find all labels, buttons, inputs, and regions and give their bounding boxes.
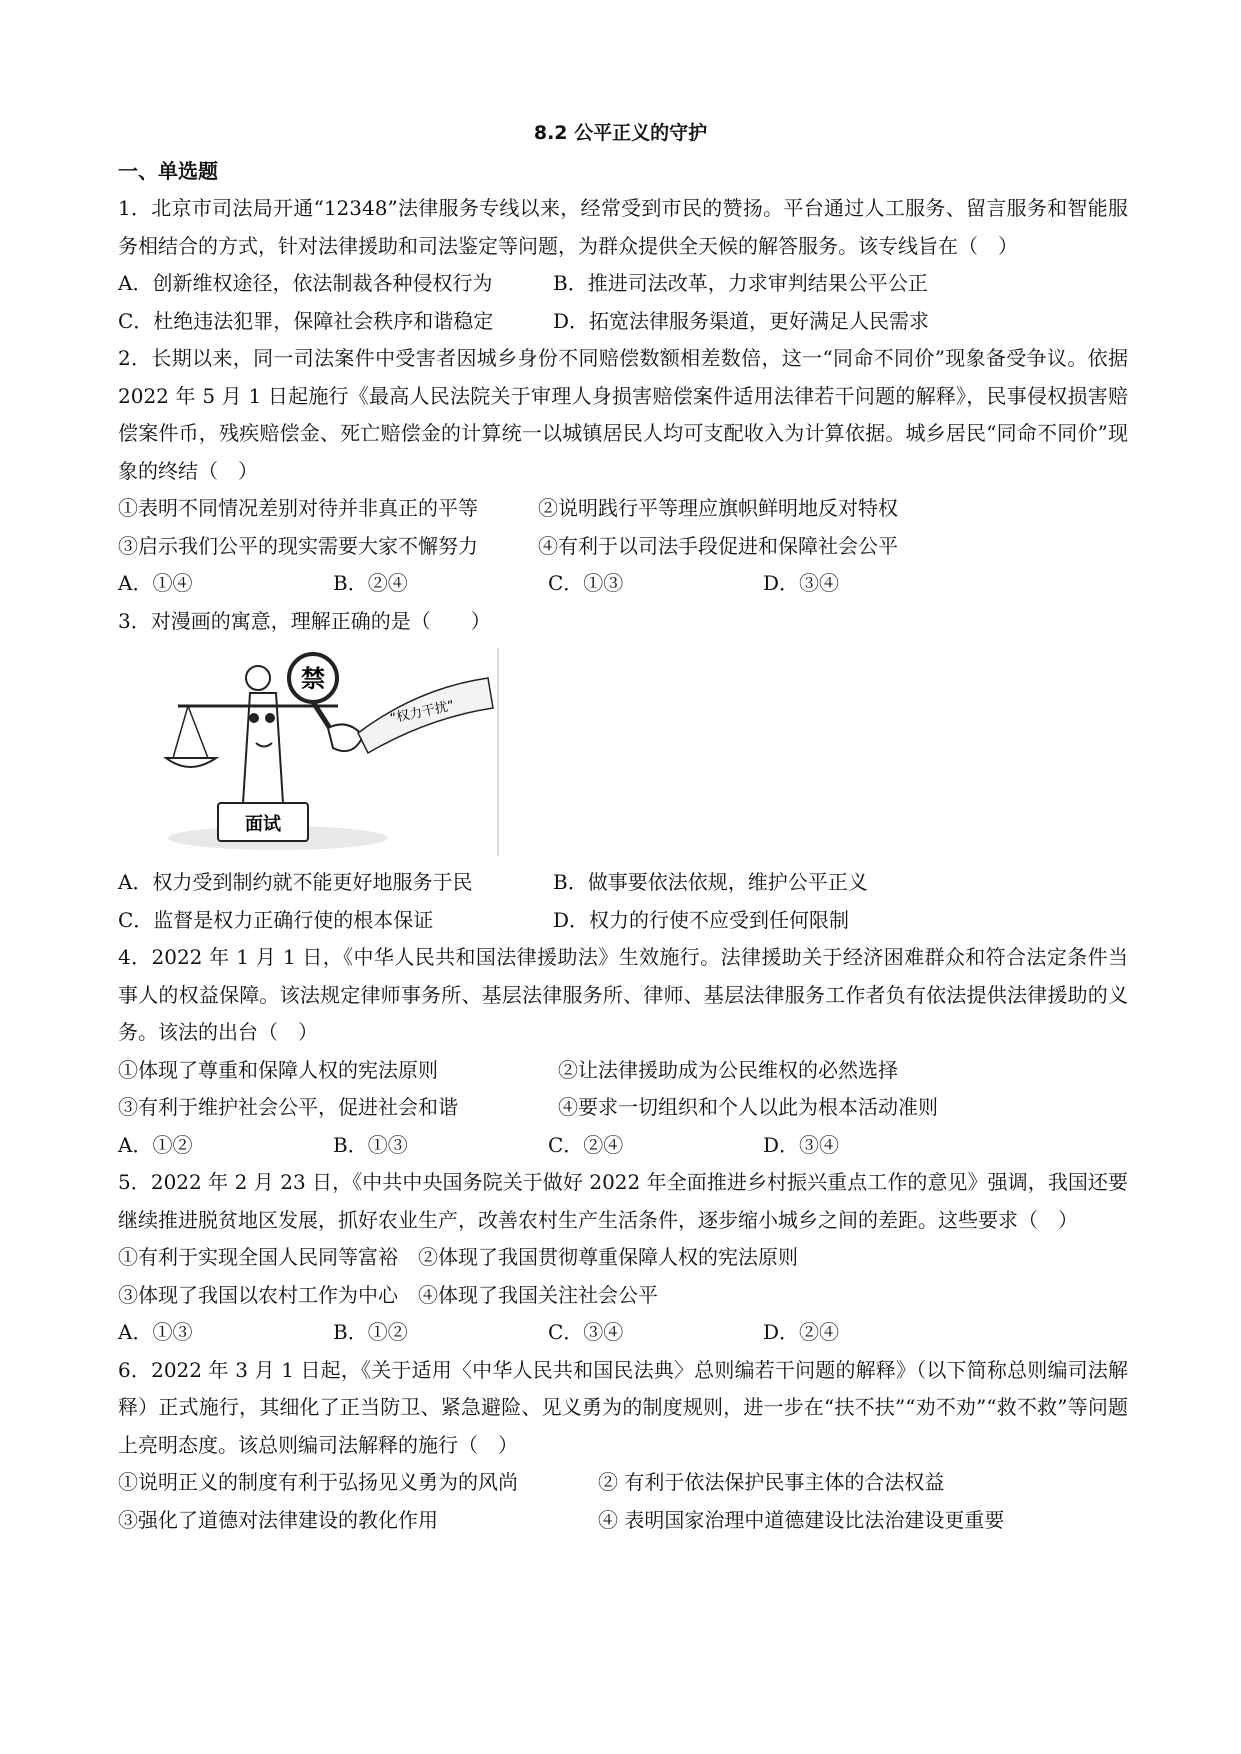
question-1-stem: 1．北京市司法局开通“12348”法律服务专线以来，经常受到市民的赞扬。平台通过人工服务、留言服务和智能服务相结合的方式，针对法律援助和司法鉴定等问题，为群众提供全天候的解答服务。该专线旨在（ ） [118, 196, 1128, 258]
question-3-cartoon [158, 648, 518, 858]
question-2-option-a: A．①④ [118, 571, 193, 595]
question-6-statement-2: ② 有利于依法保护民事主体的合法权益 [598, 1470, 945, 1494]
question-3-option-b: B．做事要依法依规，维护公平正义 [553, 870, 868, 894]
question-4-option-c: C．②④ [548, 1132, 624, 1157]
question-4-options [118, 1127, 1128, 1165]
question-1-options-row-1 [118, 265, 1128, 303]
question-4-statements-row-1 [118, 1052, 1128, 1090]
question-4-option-b: B．①③ [333, 1132, 408, 1157]
question-3-options-row-2 [118, 902, 1128, 940]
question-4-stem: 4．2022 年 1 月 1 日，《中华人民共和国法律援助法》生效施行。法律援助关于经济困难群众和符合法定条件当事人的权益保障。该法规定律师事务所、基层法律服务所、律师、基层法律服务工作者负有依法提供法律援助的义务。该法的出台（ ） [118, 945, 1128, 1044]
question-4-option-a: A．①② [118, 1132, 193, 1157]
question-6-statement-1: ①说明正义的制度有利于弘扬见义勇为的风尚 [118, 1470, 518, 1494]
question-3-stem: 3．对漫画的寓意，理解正确的是（ ） [118, 608, 491, 633]
question-5-statements-row-1: ①有利于实现全国人民同等富裕 ②体现了我国贯彻尊重保障人权的宪法原则 [118, 1245, 798, 1269]
question-2-statements-row-2 [118, 528, 1128, 566]
question-2-options [118, 565, 1128, 603]
question-list [118, 190, 1128, 1539]
question-4-statement-1: ①体现了尊重和保障人权的宪法原则 [118, 1057, 438, 1082]
question-5-options [118, 1314, 1128, 1352]
question-2-statements-row-1 [118, 490, 1128, 528]
question-5-option-b: B．①② [333, 1320, 408, 1344]
question-4-statement-4: ④要求一切组织和个人以此为根本活动准则 [558, 1095, 938, 1119]
question-2-option-d: D．③④ [763, 571, 840, 595]
question-5-stem: 5．2022 年 2 月 23 日，《中共中央国务院关于做好 2022 年全面推进乡村振兴重点工作的意见》强调，我国还要继续推进脱贫地区发展，抓好农业生产，改善农村生产生活条件，逐步缩小城乡之间的差距。这些要求（ ） [118, 1170, 1128, 1232]
cartoon-base-label: 面试 [245, 814, 281, 835]
question-6-statements-row-2 [118, 1502, 1128, 1540]
question-4-statement-2: ②让法律援助成为公民维权的必然选择 [558, 1057, 898, 1082]
question-5-option-d: D．②④ [763, 1320, 840, 1344]
question-5-option-c: C．③④ [548, 1320, 624, 1344]
page-title: 8.2 公平正义的守护 [533, 122, 708, 144]
question-1-option-b: B．推进司法改革，力求审判结果公平公正 [553, 271, 928, 295]
question-3-option-d: D．权力的行使不应受到任何限制 [553, 907, 850, 932]
question-6-statements-row-1 [118, 1464, 1128, 1502]
question-1-options-row-2 [118, 303, 1128, 341]
question-2-statement-4: ④有利于以司法手段促进和保障社会公平 [538, 533, 898, 558]
cartoon-banner-label: “权力干扰” [388, 698, 456, 727]
section-heading: 一、单选题 [118, 159, 218, 183]
question-2-statement-1: ①表明不同情况差别对待并非真正的平等 [118, 496, 478, 520]
question-6-statement-3: ③强化了道德对法律建设的教化作用 [118, 1507, 438, 1532]
question-2-statement-2: ②说明践行平等理应旗帜鲜明地反对特权 [538, 496, 898, 520]
question-3-option-a: A．权力受到制约就不能更好地服务于民 [118, 870, 473, 894]
question-6-stem: 6．2022 年 3 月 1 日起，《关于适用〈中华人民共和国民法典〉总则编若干问题的解释》（以下简称总则编司法解释）正式施行，其细化了正当防卫、紧急避险、见义勇为的制度规则，进一步在“扶不扶”“劝不劝”“救不救”等问题上亮明态度。该总则编司法解释的施行（ ） [118, 1357, 1128, 1457]
question-1-option-a: A．创新维权途径，依法制裁各种侵权行为 [118, 271, 493, 295]
question-4-option-d: D．③④ [763, 1132, 840, 1157]
question-5-statements-row-2: ③体现了我国以农村工作为中心 ④体现了我国关注社会公平 [118, 1282, 658, 1307]
question-3-options-row-1 [118, 864, 1128, 902]
question-2-option-b: B．②④ [333, 571, 408, 595]
question-1-option-d: D．拓宽法律服务渠道，更好满足人民需求 [553, 308, 930, 333]
question-2-stem: 2．长期以来，同一司法案件中受害者因城乡身份不同赔偿数额相差数倍，这一“同命不同价”现象备受争议。依据 2022 年 5 月 1 日起施行《最高人民法院关于审理人身损害赔偿案件适用法律若干问题的解释》，民事侵权损害赔偿案件币，残疾赔偿金、死亡赔偿金的计算统一以城镇居民人均可支配收入为计算依据。城乡居民“同命不同价”现象的终结（ ） [118, 346, 1128, 483]
cartoon-sign-label: 禁 [301, 665, 325, 693]
question-3-option-c: C．监督是权力正确行使的根本保证 [118, 907, 434, 932]
question-2-option-c: C．①③ [548, 571, 624, 595]
question-4-statements-row-2 [118, 1089, 1128, 1127]
question-5-option-a: A．①③ [118, 1320, 193, 1344]
question-6-statement-4: ④ 表明国家治理中道德建设比法治建设更重要 [598, 1507, 1005, 1532]
question-2-statement-3: ③启示我们公平的现实需要大家不懈努力 [118, 533, 478, 558]
question-1-option-c: C．杜绝违法犯罪，保障社会秩序和谐稳定 [118, 308, 494, 333]
cartoon-illustration [158, 648, 518, 858]
question-4-statement-3: ③有利于维护社会公平，促进社会和谐 [118, 1095, 458, 1119]
